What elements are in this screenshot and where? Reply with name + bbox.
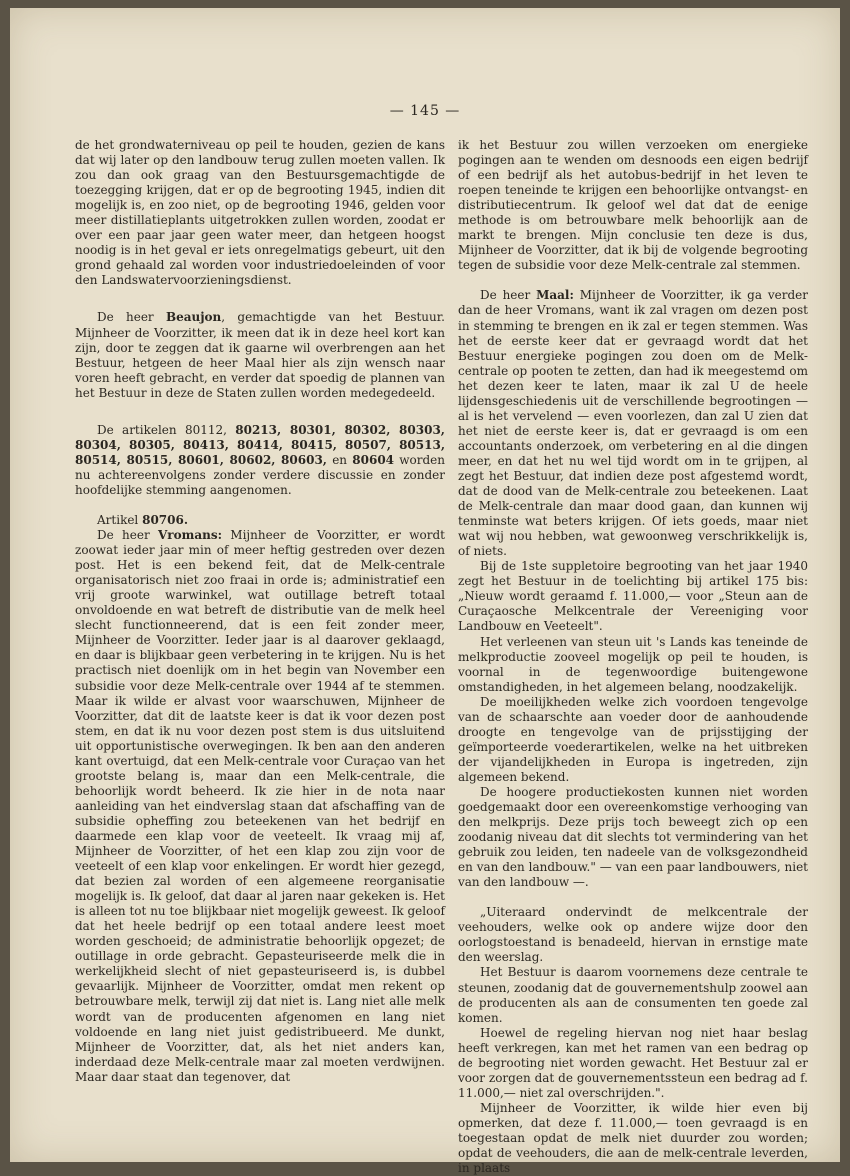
right-paragraph-1: ik het Bestuur zou willen verzoeken om energieke pogingen aan te wenden om desnoods een eigen bedrijf of een bedrijf als het autobus-bedrijf in het leven te roepen teneinde te krijgen een behoorlijke ontvangst- en distributiecentrum. Ik geloof wel dat dat de eenige methode is om betrouwbare melk behoorlijk aan de markt te brengen. Mijn conclusie ten deze is dus, Mijnheer de Voorzitter, dat ik bij de volgende begrooting tegen de subsidie voor deze Melk-centrale zal stemmen. [458, 138, 808, 273]
articles-list: 80213, 80301, 80302, 80303, 80304, 80305, 80413, 80414, 80415, 80507, 80513, 80514, 80515, 80601, 80602, 80603, [75, 422, 445, 467]
right-paragraph-9: Hoewel de regeling hiervan nog niet haar beslag heeft verkregen, kan met het ramen van een bedrag op de begrooting niet worden gewacht. Het Bestuur zal er voor zorgen dat de gouvernementssteun een bedrag ad f. 11.000,— niet zal overschrijden.". [458, 1025, 808, 1100]
page-number: — 145 — [389, 103, 461, 119]
articles-text: worden nu achtereenvolgens zonder verdere discussie en zonder hoofdelijke stemming aangenomen. [75, 452, 445, 497]
speaker-prefix: De heer [97, 310, 166, 325]
speaker-name: Beaujon [165, 310, 222, 325]
right-paragraph-10: Mijnheer de Voorzitter, ik wilde hier even bij opmerken, dat deze f. 11.000,— toen gevraagd is en toegestaan opdat de melk niet duurder zou worden; opdat de veehouders, die aan de melk-centrale leverden, in plaats [458, 1100, 808, 1176]
left-paragraph-4 [75, 528, 445, 1085]
article-number: 80706. [142, 512, 189, 527]
right-paragraph-3: Bij de 1ste suppletoire begrooting van het jaar 1940 zegt het Bestuur in de toelichting bij artikel 175 bis: „Nieuw wordt geraamd f. 11.000,— voor „Steun aan de Curaçaosche Melkcentrale der Vereeniging voor Landbouw en Veeteelt". [458, 559, 808, 634]
article-heading [75, 513, 445, 528]
right-paragraph-8: Het Bestuur is daarom voornemens deze centrale te steunen, zoodanig dat de gouvernementshulp zoowel aan de producenten als aan de consumenten ten goede zal komen. [458, 965, 808, 1025]
speaker-name: Maal: [536, 288, 574, 303]
speech-text: Mijnheer de Voorzitter, ik ga verder dan de heer Vromans, want ik zal vragen om dezen post in stemming te brengen en ik zal er tegen stemmen. Was het de eerste keer dat er gevraagd wordt dat het Bestuur energieke pogingen zou doen om de Melk-centrale op pooten te zetten, dan had ik meegestemd om het dezen keer te laten, maar ik zal U de heele lijdensgeschiedenis uit de verschillende begrootingen — al is het vervelend — even voorlezen, dan zal U zien dat het niet de eerste keer is, dat er gevraagd is om een accountants onderzoek, om verbetering en al die dingen meer, en dat het nu wel tijd wordt om in te grijpen, al zegt het Bestuur, dat indien deze post afgestemd wordt, dat de dood van de Melk-centrale zou beteekenen. Laat de Melk-centrale dan maar dood gaan, dan kunnen wij tenminste wat beters krijgen. Of iets goeds, maar niet wat wij nou hebben, wat gewoonweg verschrikkelijk is, of niets. [458, 288, 808, 559]
left-paragraph-3 [75, 423, 445, 498]
document-page [10, 8, 840, 1176]
speaker-name: Vromans: [157, 528, 223, 543]
left-paragraph-1: de het grondwaterniveau op peil te houden, gezien de kans dat wij later op den landbouw terug zullen moeten vallen. Ik zou dan ook graag van den Bestuursgemachtigde de toezegging krijgen, dat er op de begrooting 1945, indien dit mogelijk is, en zoo niet, op de begrooting 1946, gelden voor meer distillatieplants uitgetrokken zullen worden, zoodat er over een paar jaar geen water meer, dan hetgeen hoogst noodig is in het geval er iets onregelmatigs gebeurt, uit den grond gehaald zal worden voor industriedoeleinden of voor den Landswatervoorzieningsdienst. [75, 138, 445, 288]
right-paragraph-5: De moeilijkheden welke zich voordoen tengevolge van de schaarschte aan voeder door de aanhoudende droogte en tengevolge van de prijsstijging der geïmporteerde voederartikelen, welke na het uitbreken der vijandelijkheden in Europa is ingetreden, zijn algemeen bekend. [458, 694, 808, 784]
speech-text: Mijnheer de Voorzitter, er wordt zoowat ieder jaar min of meer heftig gestreden over dezen post. Het is een bekend feit, dat de Melk-centrale organisatorisch niet zoo fraai in orde is; administratief een vrij groote warwinkel, wat outillage betreft totaal onvoldoende en wat betreft de distributie van de melk heel slecht functionneerend, dat is een feit zonder meer, Mijnheer de Voorzitter. Ieder jaar is al daarover geklaagd, en daar is blijkbaar geen verbetering in te krijgen. Nu is het practisch niet doenlijk om in het begin van November een subsidie voor deze Melk-centrale over 1944 af te stemmen. Maar ik wilde er alvast voor waarschuwen, Mijnheer de Voorzitter, dat dit de laatste keer is dat ik voor dezen post stem, en dat ik nu voor dezen post stem is dus uitsluitend uit opportunistische overwegingen. Ik ben aan den anderen kant overtuigd, dat een Melk-centrale voor Curaçao van het grootste belang is, maar dan een Melk-centrale, die behoorlijk wordt beheerd. Ik zie hier in de nota naar aanleiding van het eindverslag staan dat afschaffing van de subsidie opheffing zou beteekenen van het bedrijf en daarmede een klap voor de veeteelt. Ik vraag mij af, Mijnheer de Voorzitter, of het een klap zou zijn voor de veeteelt of een klap voor enkelingen. Er wordt hier gezegd, dat bezien zal worden of een algemeene reorganisatie mogelijk is. Ik geloof, dat daar al jaren naar gekeken is. Het is alleen tot nu toe blijkbaar niet mogelijk geweest. Ik geloof dat het heele bedrijf op een totaal andere leest moet worden geschoeid; de administratie behoorlijk opgezet; de outillage in orde gebracht. Gepasteuriseerde melk die in werkelijkheid slecht of niet gepasteuriseerd is, is dubbel gevaarlijk. Mijnheer de Voorzitter, omdat men rekent op betrouwbare melk, terwijl zij dat niet is. Lang niet alle melk wordt van de producenten afgenomen en lang niet voldoende en lang niet juist gedistribueerd. Me dunkt, Mijnheer de Voorzitter, dat, als het niet anders kan, inderdaad deze Melk-centrale maar zal moeten verdwijnen. Maar daar staat dan tegenover, dat [75, 528, 445, 1084]
right-paragraph-2 [458, 288, 808, 559]
articles-last: 80604 [352, 452, 395, 467]
speech-text: , gemachtigde van het Bestuur. Mijnheer de Voorzitter, ik meen dat ik in deze heel kort kan zijn, door te zeggen dat ik gaarne wil overbrengen aan het Bestuur, hetgeen de heer Maal hier als zijn wensch naar voren heeft gebracht, en verder dat spoedig de plannen van het Bestuur in deze de Staten zullen worden medegedeeld. [75, 310, 445, 400]
left-column [75, 138, 445, 1085]
right-column [458, 138, 808, 1176]
speaker-prefix: De heer [480, 288, 537, 303]
articles-conj: en [326, 452, 353, 467]
right-paragraph-4: Het verleenen van steun uit 's Lands kas teneinde de melkproductie zooveel mogelijk op peil te houden, is voornal in de tegenwoordige buitengewone omstandigheden, in het algemeen belang, noodzakelijk. [458, 634, 808, 694]
articles-prefix: De artikelen 80112, [97, 422, 236, 437]
left-paragraph-2 [75, 310, 445, 400]
speaker-prefix: De heer [97, 528, 158, 543]
right-paragraph-6: De hoogere productiekosten kunnen niet worden goedgemaakt door een overeenkomstige verhooging van den melkprijs. Deze prijs toch beweegt zich op een zoodanig niveau dat dit slechts tot vermindering van het gebruik zou leiden, ten nadeele van de volksgezondheid en van den landbouw." — van een paar landbouwers, niet van den landbouw —. [458, 784, 808, 890]
right-paragraph-7: „Uiteraard ondervindt de melkcentrale der veehouders, welke ook op andere wijze door den oorlogstoestand is benadeeld, hiervan in ernstige mate den weerslag. [458, 905, 808, 965]
article-prefix: Artikel [97, 512, 143, 527]
